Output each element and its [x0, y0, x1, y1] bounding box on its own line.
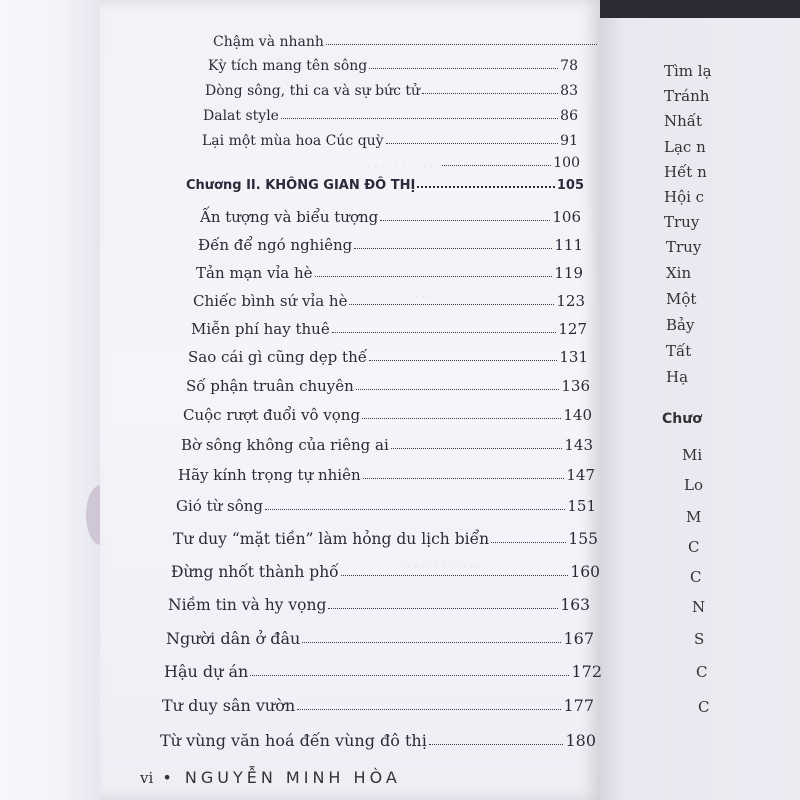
dot-leader: [354, 248, 552, 249]
toc-entry: [196, 264, 583, 282]
toc-entry-page: 172: [571, 662, 602, 681]
toc-entry-page: 100: [553, 155, 580, 171]
toc-entry-page: 111: [554, 236, 583, 254]
dot-leader: [281, 118, 558, 119]
right-toc-item: Tìm lạ: [664, 62, 712, 80]
toc-entry: [181, 436, 593, 454]
toc-entry: [191, 320, 587, 338]
toc-entry-title: Chậm và nhanh: [213, 34, 324, 50]
toc-entry-title: Hãy kính trọng tự nhiên: [178, 466, 361, 484]
dot-leader: [328, 608, 558, 609]
toc-entry: [186, 377, 590, 395]
toc-entry-title: Tư duy “mặt tiền” làm hỏng du lịch biển: [173, 530, 490, 548]
dot-leader: [302, 642, 561, 643]
dot-leader: [332, 332, 557, 333]
right-toc-item: Hạ: [666, 368, 689, 386]
toc-entry: [183, 406, 592, 424]
toc-entry-title: Tản mạn vỉa hè: [196, 264, 313, 282]
toc-entry: [164, 662, 602, 681]
toc-entry: [208, 58, 578, 74]
right-toc-item: Một: [666, 290, 697, 308]
toc-entry-title: Dòng sông, thi ca và sự bức tử: [205, 83, 421, 99]
toc-entry: [200, 208, 581, 226]
toc-entry-page: 127: [558, 320, 587, 338]
toc-entry: [162, 696, 594, 715]
right-toc-item: Truy: [664, 213, 700, 231]
toc-entry-title: Đừng nhốt thành phố: [171, 563, 339, 581]
toc-entry-title: Ấn tượng và biểu tượng: [200, 208, 379, 226]
right-toc-item: Lo: [684, 476, 703, 494]
toc-entry-page: 163: [560, 596, 590, 614]
toc-entry: [166, 629, 594, 648]
dot-leader: [386, 143, 559, 144]
dot-leader: [250, 675, 569, 676]
toc-entry-page: 167: [563, 629, 594, 648]
toc-entry-page: 91: [560, 133, 578, 149]
background-left: [0, 0, 100, 800]
toc-entry: [188, 348, 588, 366]
dot-leader: [380, 220, 550, 221]
toc-entry-page: 155: [568, 530, 598, 548]
right-toc-item: C: [690, 568, 702, 586]
dot-leader: [349, 304, 554, 305]
toc-entry: [176, 497, 596, 515]
right-toc-item: C: [688, 538, 700, 556]
dot-leader: [429, 744, 564, 745]
toc-entry-title: Tư duy sân vườn: [162, 696, 296, 715]
toc-entry-title: Người dân ở đâu: [166, 629, 301, 648]
right-toc-item: S: [694, 630, 705, 648]
toc-entry: [178, 466, 595, 484]
show-through-text: · · · · · · · · · · · · · · ·: [360, 160, 462, 173]
right-toc-item: Tránh: [664, 87, 710, 105]
right-toc-item: N: [692, 598, 706, 616]
dot-leader: [391, 448, 563, 449]
show-through-text: · · · · · · · · · · · ·: [380, 290, 461, 303]
right-toc-item: Truy: [666, 238, 702, 256]
right-chapter-heading: Chươ: [662, 411, 702, 427]
toc-entry-title: Hậu dự án: [164, 662, 249, 681]
toc-entry-title: Dalat style: [203, 108, 279, 124]
toc-entry: [173, 530, 598, 548]
toc-entry: [171, 563, 600, 581]
toc-entry: [213, 34, 599, 50]
dot-leader: [297, 709, 561, 710]
right-toc-item: Mi: [682, 446, 703, 464]
toc-entry-page: 131: [559, 348, 588, 366]
toc-entry-page: 160: [570, 563, 600, 581]
toc-entry-title: Cuộc rượt đuổi vô vọng: [183, 406, 361, 424]
toc-entry-title: Niềm tin và hy vọng: [168, 596, 327, 614]
chapter-heading: [186, 178, 584, 193]
dot-leader: [422, 93, 558, 94]
right-toc-item: Hội c: [664, 188, 705, 206]
toc-page: [100, 0, 600, 800]
toc-entry-page: 123: [556, 292, 585, 310]
toc-entry: [202, 133, 578, 149]
toc-entry-page: 136: [561, 377, 590, 395]
author-name: NGUYỄN MINH HÒA: [184, 768, 401, 787]
dot-leader: [315, 276, 553, 277]
toc-entry-title: Đến để ngó nghiêng: [198, 236, 353, 254]
toc-entry-title: Bờ sông không của riêng ai: [181, 436, 389, 454]
right-toc-item: Hết n: [664, 163, 707, 181]
dot-leader: [491, 542, 566, 543]
toc-entry-title: Sao cái gì cũng dẹp thế: [188, 348, 367, 366]
toc-entry-page: 86: [560, 108, 578, 124]
dot-leader: [369, 68, 558, 69]
dot-leader: [326, 44, 597, 45]
right-toc-item: M: [686, 508, 702, 526]
toc-entry-page: 119: [554, 264, 583, 282]
dot-leader: [363, 478, 565, 479]
right-toc-item: Xin: [666, 264, 692, 282]
right-toc-item: C: [698, 698, 710, 716]
dot-leader: [362, 418, 561, 419]
toc-entry-page: 151: [567, 497, 596, 515]
toc-entry: [198, 236, 583, 254]
toc-entry-page: 147: [566, 466, 595, 484]
toc-entry: [168, 596, 590, 614]
dot-leader: [417, 186, 555, 188]
toc-entry-page: 140: [563, 406, 592, 424]
chapter-page: 105: [556, 178, 584, 193]
dot-leader: [341, 575, 569, 576]
page-footer: [140, 768, 401, 787]
toc-entry-title: Gió từ sông: [176, 497, 264, 515]
toc-entry-page: 83: [560, 83, 578, 99]
toc-entry-page: 78: [560, 58, 578, 74]
toc-entry: [205, 83, 578, 99]
right-toc-item: Lạc n: [664, 138, 706, 156]
toc-entry: [160, 731, 596, 750]
dot-leader: [356, 389, 560, 390]
toc-entry-page: 177: [563, 696, 594, 715]
toc-entry-page: 106: [552, 208, 581, 226]
dot-leader: [369, 360, 557, 361]
toc-entry-title: Kỳ tích mang tên sông: [208, 58, 368, 74]
right-page: [600, 18, 800, 800]
dot-leader: [265, 509, 565, 510]
footer-bullet: •: [162, 768, 176, 787]
right-toc-item: Tất: [666, 342, 692, 360]
page-number: vi: [140, 769, 154, 787]
right-toc-item: Nhất: [664, 112, 703, 130]
chapter-title: Chương II. KHÔNG GIAN ĐÔ THỊ: [186, 178, 416, 193]
show-through-text: · · · · · · · · · · · ·: [400, 560, 481, 573]
toc-entry-page: 143: [564, 436, 593, 454]
toc-entry-title: Lại một mùa hoa Cúc quỳ: [202, 133, 384, 149]
right-toc-item: C: [696, 663, 708, 681]
right-toc-item: Bảy: [666, 316, 695, 334]
toc-entry-title: Số phận truân chuyên: [186, 377, 354, 395]
toc-entry-title: Chiếc bình sứ vỉa hè: [193, 292, 348, 310]
toc-entry-title: Miễn phí hay thuê: [191, 320, 330, 338]
toc-entry-title: Từ vùng văn hoá đến vùng đô thị: [160, 731, 427, 750]
toc-entry: [203, 108, 578, 124]
toc-entry-page: 180: [565, 731, 596, 750]
